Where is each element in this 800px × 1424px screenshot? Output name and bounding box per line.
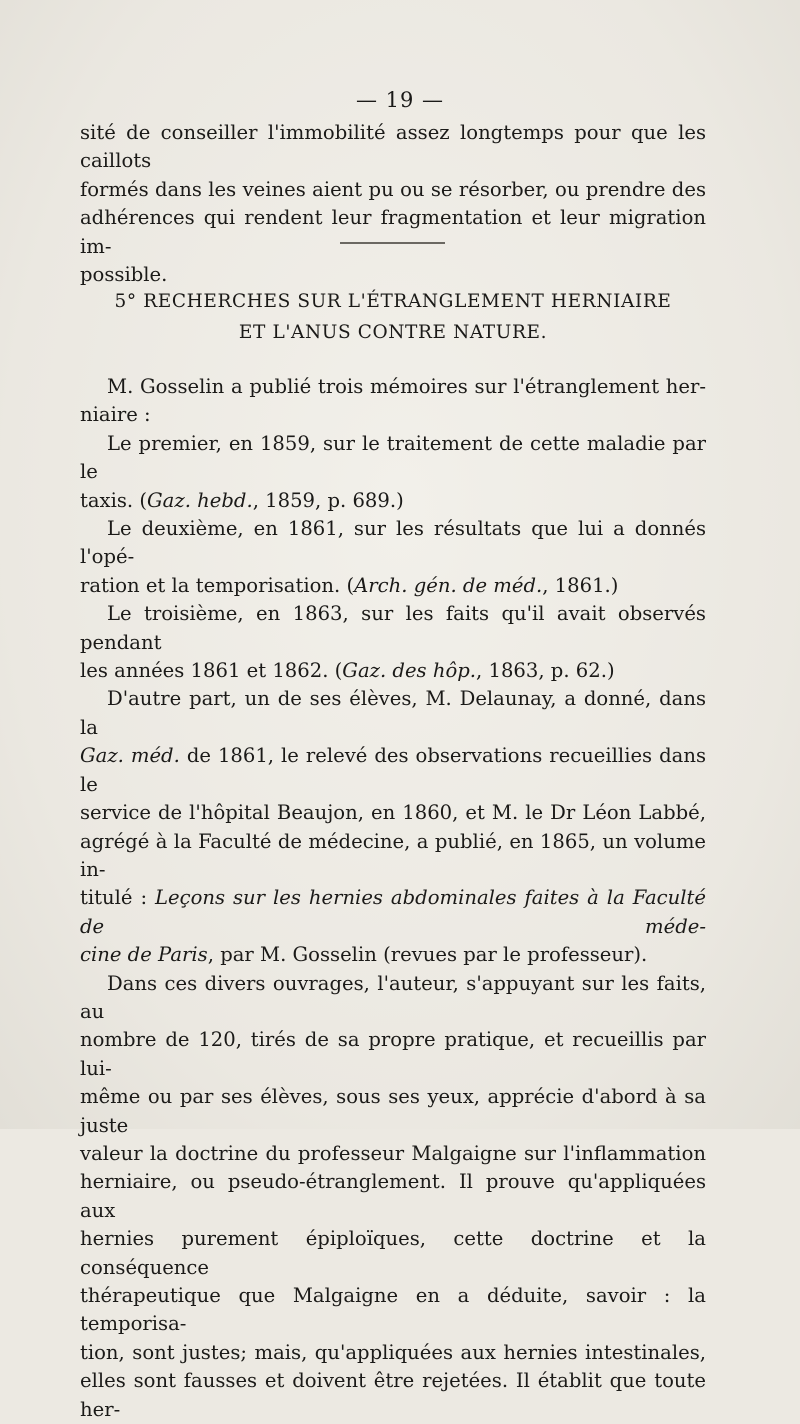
citation: Arch. gén. de méd.	[354, 573, 543, 597]
text-line: thérapeutique que Malgaigne en a déduite, savoir : la temporisa-	[80, 1284, 706, 1336]
text-line: les années 1861 et 1862. (Gaz. des hôp., 1863, p. 62.)	[80, 659, 615, 683]
text-line: service de l'hôpital Beaujon, en 1860, et M. le Dr Léon Labbé,	[80, 801, 706, 825]
book-title: Leçons sur les hernies abdominales faites à la Faculté de méde-	[80, 886, 706, 938]
citation: Gaz. des hôp.	[342, 659, 477, 683]
paragraph-4	[80, 600, 706, 685]
text-line: possible.	[80, 263, 168, 287]
text-line: Gaz. méd. de 1861, le relevé des observations recueillies dans le	[80, 744, 706, 796]
text-line: elles sont fausses et doivent être rejetées. Il établit que toute her-	[80, 1369, 706, 1421]
page-number: — 19 —	[355, 88, 445, 112]
paragraph-3	[80, 515, 706, 600]
text-line: Le premier, en 1859, sur le traitement de cette maladie par le	[80, 431, 706, 484]
text-line: Le deuxième, en 1861, sur les résultats que lui a donnés l'opé-	[80, 517, 706, 569]
text-line: sité de conseiller l'immobilité assez longtemps pour que les caillots	[80, 121, 706, 173]
book-title: cine de Paris	[80, 943, 208, 967]
section-heading-line1: 5° RECHERCHES SUR L'ÉTRANGLEMENT HERNIAIRE	[114, 291, 672, 312]
intro-paragraph	[80, 119, 706, 289]
text-line: taxis. (Gaz. hebd., 1859, p. 689.)	[80, 488, 404, 512]
citation: Gaz. méd.	[80, 744, 180, 768]
paragraph-1	[80, 373, 706, 430]
text-line: Dans ces divers ouvrages, l'auteur, s'appuyant sur les faits, au	[80, 971, 706, 1023]
section-heading	[80, 286, 706, 348]
text-line: agrégé à la Faculté de médecine, a publié, en 1865, un volume in-	[80, 829, 706, 881]
text-line: titulé : Leçons sur les hernies abdominales faites à la Faculté de méde-	[80, 886, 706, 938]
body-text	[80, 373, 706, 1424]
paragraph-2	[80, 430, 706, 515]
text-line: niaire :	[80, 403, 151, 427]
text-line: formés dans les veines aient pu ou se résorber, ou prendre des	[80, 177, 706, 201]
text-line: adhérences qui rendent leur fragmentation et leur migration im-	[80, 206, 706, 258]
text-line: herniaire, ou pseudo-étranglement. Il prouve qu'appliquées aux	[80, 1170, 706, 1222]
text-line: ration et la temporisation. (Arch. gén. de méd., 1861.)	[80, 573, 619, 597]
text-line: Le troisième, en 1863, sur les faits qu'il avait observés pendant	[80, 602, 706, 654]
section-heading-line2: ET L'ANUS CONTRE NATURE.	[238, 322, 548, 343]
text-line: tion, sont justes; mais, qu'appliquées aux hernies intestinales,	[80, 1340, 706, 1364]
text-line: D'autre part, un de ses élèves, M. Delaunay, a donné, dans la	[80, 687, 706, 739]
text-line: M. Gosselin a publié trois mémoires sur l'étranglement her-	[107, 375, 706, 398]
citation: Gaz. hebd.	[147, 488, 253, 512]
text-line: hernies purement épiploïques, cette doctrine et la conséquence	[80, 1227, 706, 1279]
text-line: nombre de 120, tirés de sa propre pratique, et recueillis par lui-	[80, 1028, 706, 1080]
text-line: valeur la doctrine du professeur Malgaigne sur l'inflammation	[80, 1141, 706, 1165]
text-line: même ou par ses élèves, sous ses yeux, apprécie d'abord à sa juste	[80, 1085, 706, 1137]
text-line: cine de Paris, par M. Gosselin (revues par le professeur).	[80, 943, 648, 967]
separator-rule	[340, 242, 445, 244]
paragraph-5	[80, 685, 706, 969]
paragraph-6	[80, 970, 706, 1424]
